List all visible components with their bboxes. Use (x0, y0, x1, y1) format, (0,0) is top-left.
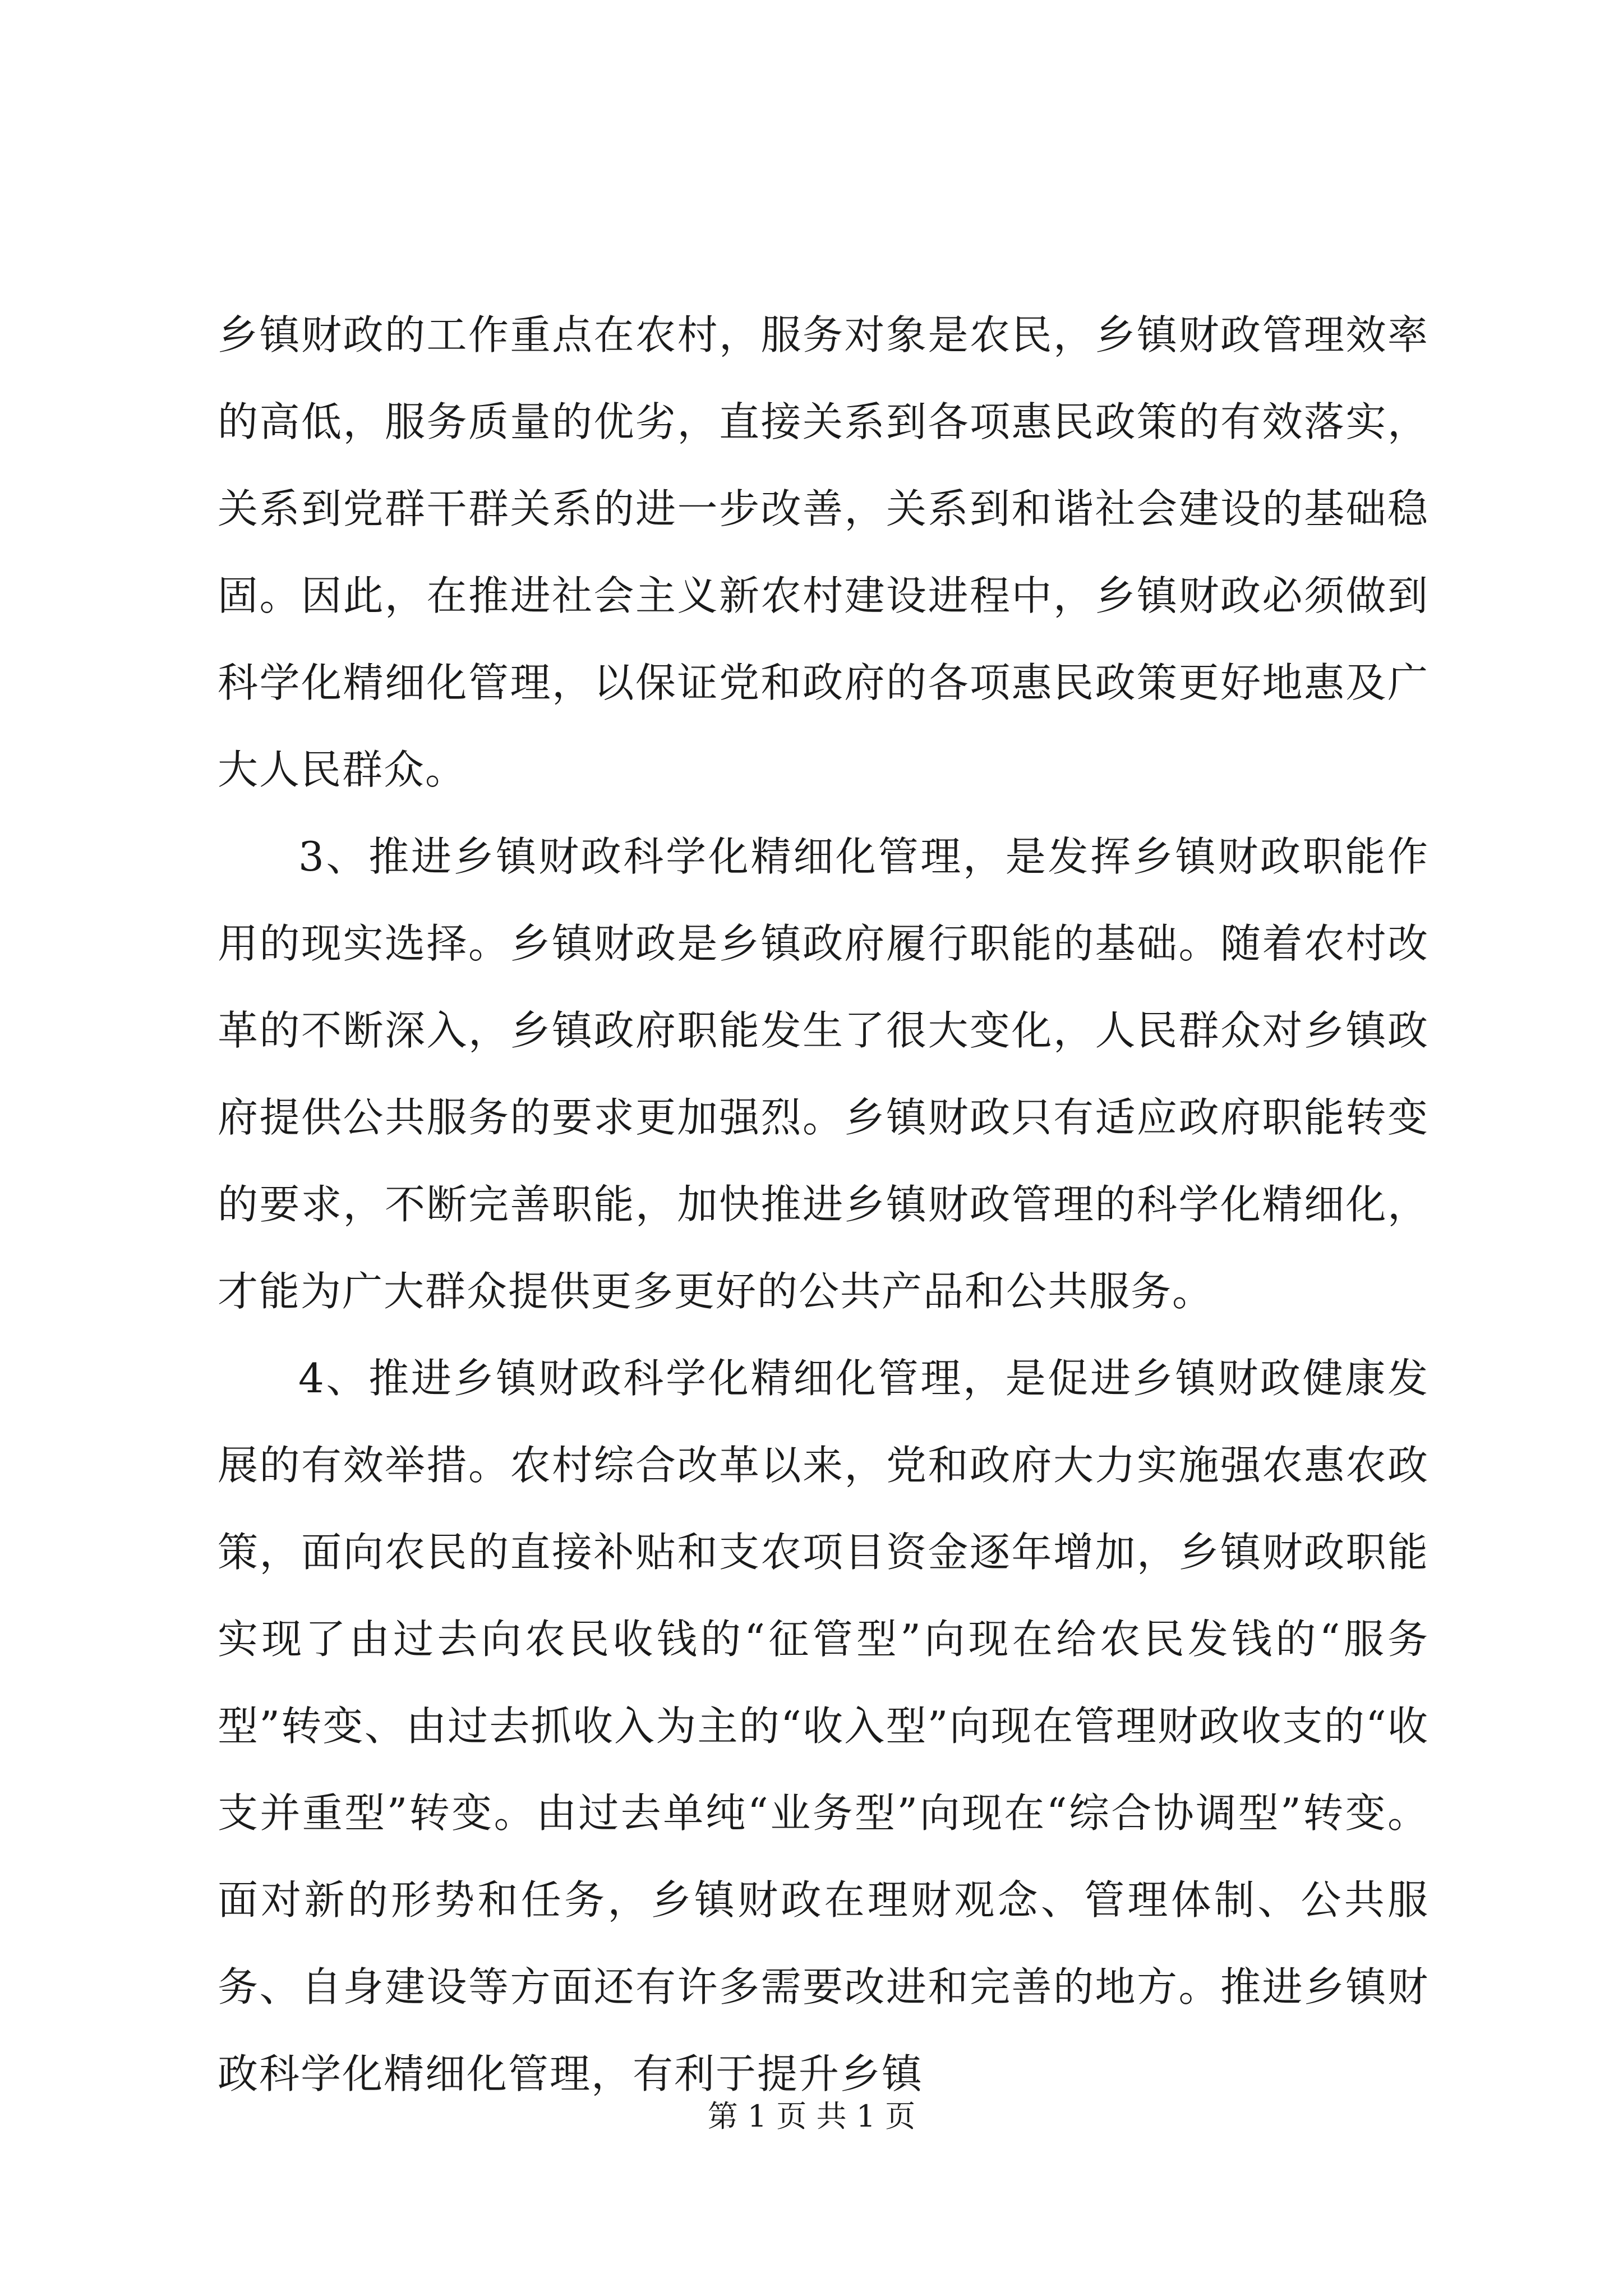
paragraph-2: 3、推进乡镇财政科学化精细化管理，是发挥乡镇财政职能作用的现实选择。乡镇财政是乡镇政府履行职能的基础。随着农村改革的不断深入，乡镇政府职能发生了很大变化，人民群众对乡镇政府提供公共服务的要求更加强烈。乡镇财政只有适应政府职能转变的要求，不断完善职能，加快推进乡镇财政管理的科学化精细化，才能为广大群众提供更多更好的公共产品和公共服务。 (218, 833, 1429, 1315)
paragraph-3: 4、推进乡镇财政科学化精细化管理，是促进乡镇财政健康发展的有效举措。农村综合改革以来，党和政府大力实施强农惠农政策，面向农民的直接补贴和支农项目资金逐年增加，乡镇财政职能实现了由过去向农民收钱的“征管型”向现在给农民发钱的“服务型”转变、由过去抓收入为主的“收入型”向现在管理财政收支的“收支并重型”转变。由过去单纯“业务型”向现在“综合协调型”转变。面对新的形势和任务，乡镇财政在理财观念、管理体制、公共服务、自身建设等方面还有许多需要改进和完善的地方。推进乡镇财政科学化精细化管理，有利于提升乡镇 (218, 1355, 1429, 2097)
paragraph-1: 乡镇财政的工作重点在农村，服务对象是农民，乡镇财政管理效率的高低，服务质量的优劣，直接关系到各项惠民政策的有效落实，关系到党群干群关系的进一步改善，关系到和谐社会建设的基础稳固。因此，在推进社会主义新农村建设进程中，乡镇财政必须做到科学化精细化管理，以保证党和政府的各项惠民政策更好地惠及广大人民群众。 (218, 311, 1429, 793)
page-number-footer: 第 1 页 共 1 页 (707, 2099, 916, 2134)
document-body (218, 292, 1429, 2118)
